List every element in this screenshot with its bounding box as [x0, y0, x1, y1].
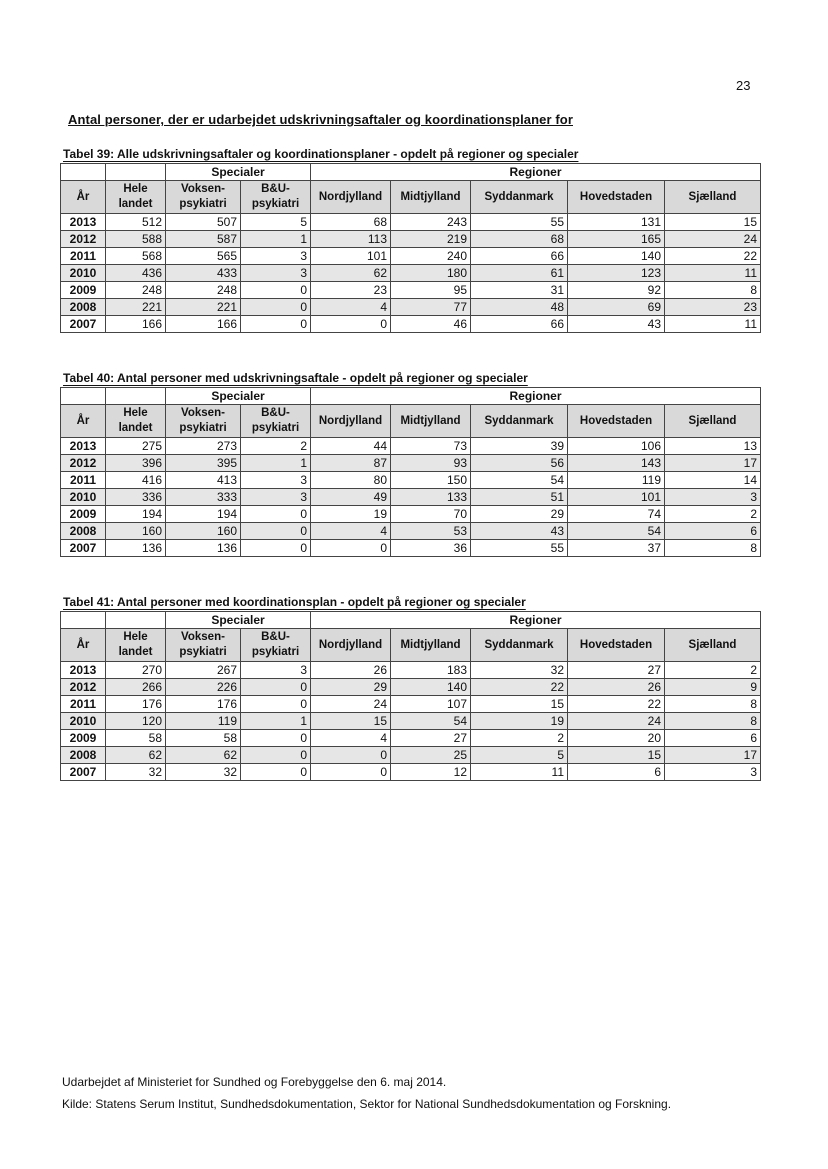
column-header-row — [61, 629, 761, 662]
column-header: Hele landet — [106, 405, 166, 438]
value-cell: 160 — [106, 523, 166, 540]
value-cell: 588 — [106, 231, 166, 248]
group-header-specialer: Specialer — [166, 164, 311, 181]
value-cell: 221 — [166, 299, 241, 316]
table-row — [61, 679, 761, 696]
value-cell: 131 — [568, 214, 665, 231]
value-cell: 436 — [106, 265, 166, 282]
value-cell: 25 — [391, 747, 471, 764]
value-cell: 36 — [391, 540, 471, 557]
empty-header-cell — [106, 388, 166, 405]
value-cell: 166 — [106, 316, 166, 333]
value-cell: 56 — [471, 455, 568, 472]
value-cell: 136 — [106, 540, 166, 557]
year-cell: 2009 — [61, 730, 106, 747]
value-cell: 4 — [311, 299, 391, 316]
table-row — [61, 662, 761, 679]
value-cell: 123 — [568, 265, 665, 282]
data-table — [60, 163, 761, 333]
value-cell: 120 — [106, 713, 166, 730]
value-cell: 15 — [311, 713, 391, 730]
column-header: Midtjylland — [391, 405, 471, 438]
value-cell: 14 — [665, 472, 761, 489]
value-cell: 3 — [241, 472, 311, 489]
value-cell: 77 — [391, 299, 471, 316]
value-cell: 43 — [471, 523, 568, 540]
value-cell: 194 — [166, 506, 241, 523]
value-cell: 266 — [106, 679, 166, 696]
empty-header-cell — [106, 612, 166, 629]
value-cell: 17 — [665, 747, 761, 764]
value-cell: 32 — [166, 764, 241, 781]
value-cell: 180 — [391, 265, 471, 282]
value-cell: 43 — [568, 316, 665, 333]
value-cell: 73 — [391, 438, 471, 455]
value-cell: 512 — [106, 214, 166, 231]
value-cell: 396 — [106, 455, 166, 472]
table-row — [61, 713, 761, 730]
value-cell: 8 — [665, 540, 761, 557]
value-cell: 3 — [241, 248, 311, 265]
value-cell: 248 — [166, 282, 241, 299]
value-cell: 416 — [106, 472, 166, 489]
table-row — [61, 747, 761, 764]
value-cell: 55 — [471, 540, 568, 557]
table-row — [61, 438, 761, 455]
column-header: Hele landet — [106, 181, 166, 214]
value-cell: 70 — [391, 506, 471, 523]
value-cell: 11 — [471, 764, 568, 781]
value-cell: 395 — [166, 455, 241, 472]
value-cell: 6 — [568, 764, 665, 781]
value-cell: 101 — [568, 489, 665, 506]
value-cell: 22 — [471, 679, 568, 696]
column-header: Syddanmark — [471, 629, 568, 662]
value-cell: 113 — [311, 231, 391, 248]
value-cell: 26 — [311, 662, 391, 679]
column-header: Voksen-psykiatri — [166, 181, 241, 214]
value-cell: 0 — [241, 282, 311, 299]
value-cell: 0 — [241, 523, 311, 540]
value-cell: 587 — [166, 231, 241, 248]
value-cell: 46 — [391, 316, 471, 333]
year-cell: 2013 — [61, 438, 106, 455]
group-header-specialer: Specialer — [166, 388, 311, 405]
table-row — [61, 506, 761, 523]
value-cell: 13 — [665, 438, 761, 455]
value-cell: 3 — [241, 662, 311, 679]
table-caption: Tabel 39: Alle udskrivningsaftaler og koordinationsplaner - opdelt på regioner og specialer — [63, 147, 579, 161]
column-header: Voksen-psykiatri — [166, 629, 241, 662]
column-header: År — [61, 629, 106, 662]
value-cell: 2 — [241, 438, 311, 455]
year-cell: 2013 — [61, 214, 106, 231]
year-cell: 2009 — [61, 506, 106, 523]
table-row — [61, 231, 761, 248]
year-cell: 2007 — [61, 764, 106, 781]
value-cell: 19 — [311, 506, 391, 523]
value-cell: 8 — [665, 713, 761, 730]
value-cell: 0 — [241, 506, 311, 523]
value-cell: 568 — [106, 248, 166, 265]
value-cell: 106 — [568, 438, 665, 455]
column-header: Midtjylland — [391, 181, 471, 214]
value-cell: 0 — [311, 747, 391, 764]
value-cell: 26 — [568, 679, 665, 696]
value-cell: 507 — [166, 214, 241, 231]
value-cell: 5 — [471, 747, 568, 764]
value-cell: 15 — [568, 747, 665, 764]
value-cell: 2 — [665, 506, 761, 523]
value-cell: 53 — [391, 523, 471, 540]
value-cell: 48 — [471, 299, 568, 316]
column-header: Hovedstaden — [568, 405, 665, 438]
value-cell: 24 — [568, 713, 665, 730]
table-row — [61, 265, 761, 282]
value-cell: 58 — [166, 730, 241, 747]
value-cell: 95 — [391, 282, 471, 299]
data-table — [60, 387, 761, 557]
year-cell: 2011 — [61, 248, 106, 265]
year-cell: 2011 — [61, 472, 106, 489]
value-cell: 119 — [568, 472, 665, 489]
value-cell: 4 — [311, 730, 391, 747]
value-cell: 69 — [568, 299, 665, 316]
value-cell: 1 — [241, 231, 311, 248]
column-header: Nordjylland — [311, 629, 391, 662]
column-header: Hele landet — [106, 629, 166, 662]
value-cell: 119 — [166, 713, 241, 730]
column-header: Syddanmark — [471, 405, 568, 438]
value-cell: 0 — [241, 764, 311, 781]
value-cell: 140 — [568, 248, 665, 265]
group-header-row — [61, 388, 761, 405]
table-row — [61, 523, 761, 540]
table-row — [61, 540, 761, 557]
value-cell: 31 — [471, 282, 568, 299]
table-row — [61, 696, 761, 713]
table-row — [61, 489, 761, 506]
value-cell: 22 — [568, 696, 665, 713]
table-row — [61, 282, 761, 299]
value-cell: 19 — [471, 713, 568, 730]
value-cell: 6 — [665, 523, 761, 540]
value-cell: 248 — [106, 282, 166, 299]
column-header: År — [61, 405, 106, 438]
footer-source: Kilde: Statens Serum Institut, Sundhedsdokumentation, Sektor for National Sundhedsdokumentation og Forskning. — [62, 1097, 672, 1111]
value-cell: 87 — [311, 455, 391, 472]
column-header: B&U-psykiatri — [241, 405, 311, 438]
year-cell: 2008 — [61, 299, 106, 316]
value-cell: 183 — [391, 662, 471, 679]
value-cell: 15 — [665, 214, 761, 231]
value-cell: 0 — [241, 747, 311, 764]
value-cell: 194 — [106, 506, 166, 523]
table-row — [61, 764, 761, 781]
year-cell: 2008 — [61, 523, 106, 540]
value-cell: 336 — [106, 489, 166, 506]
value-cell: 20 — [568, 730, 665, 747]
value-cell: 27 — [391, 730, 471, 747]
column-header-row — [61, 181, 761, 214]
value-cell: 413 — [166, 472, 241, 489]
value-cell: 9 — [665, 679, 761, 696]
value-cell: 0 — [241, 299, 311, 316]
value-cell: 11 — [665, 265, 761, 282]
page-number: 23 — [736, 78, 751, 93]
table-caption: Tabel 41: Antal personer med koordinationsplan - opdelt på regioner og specialer — [63, 595, 526, 609]
column-header: Sjælland — [665, 629, 761, 662]
value-cell: 565 — [166, 248, 241, 265]
value-cell: 54 — [391, 713, 471, 730]
value-cell: 270 — [106, 662, 166, 679]
table-row — [61, 472, 761, 489]
data-table — [60, 611, 761, 781]
value-cell: 32 — [471, 662, 568, 679]
value-cell: 0 — [311, 540, 391, 557]
year-cell: 2009 — [61, 282, 106, 299]
value-cell: 433 — [166, 265, 241, 282]
year-cell: 2010 — [61, 265, 106, 282]
value-cell: 136 — [166, 540, 241, 557]
value-cell: 0 — [241, 679, 311, 696]
empty-header-cell — [106, 164, 166, 181]
value-cell: 55 — [471, 214, 568, 231]
year-cell: 2012 — [61, 679, 106, 696]
value-cell: 0 — [241, 540, 311, 557]
footer-prepared-by: Udarbejdet af Ministeriet for Sundhed og Forebyggelse den 6. maj 2014. — [62, 1075, 447, 1089]
value-cell: 240 — [391, 248, 471, 265]
value-cell: 0 — [241, 696, 311, 713]
value-cell: 133 — [391, 489, 471, 506]
value-cell: 80 — [311, 472, 391, 489]
value-cell: 2 — [471, 730, 568, 747]
value-cell: 29 — [311, 679, 391, 696]
value-cell: 51 — [471, 489, 568, 506]
column-header: Hovedstaden — [568, 629, 665, 662]
value-cell: 37 — [568, 540, 665, 557]
value-cell: 23 — [311, 282, 391, 299]
section-heading: Antal personer, der er udarbejdet udskrivningsaftaler og koordinationsplaner for — [68, 112, 573, 127]
value-cell: 27 — [568, 662, 665, 679]
value-cell: 92 — [568, 282, 665, 299]
year-cell: 2007 — [61, 316, 106, 333]
value-cell: 17 — [665, 455, 761, 472]
column-header: Sjælland — [665, 181, 761, 214]
group-header-regioner: Regioner — [311, 164, 761, 181]
value-cell: 62 — [166, 747, 241, 764]
year-cell: 2012 — [61, 455, 106, 472]
value-cell: 3 — [665, 764, 761, 781]
value-cell: 54 — [568, 523, 665, 540]
value-cell: 54 — [471, 472, 568, 489]
column-header: År — [61, 181, 106, 214]
column-header: Midtjylland — [391, 629, 471, 662]
value-cell: 3 — [241, 489, 311, 506]
value-cell: 176 — [106, 696, 166, 713]
group-header-regioner: Regioner — [311, 612, 761, 629]
year-cell: 2007 — [61, 540, 106, 557]
value-cell: 1 — [241, 455, 311, 472]
value-cell: 0 — [241, 730, 311, 747]
empty-header-cell — [61, 164, 106, 181]
value-cell: 62 — [106, 747, 166, 764]
table-row — [61, 316, 761, 333]
value-cell: 15 — [471, 696, 568, 713]
value-cell: 8 — [665, 696, 761, 713]
value-cell: 243 — [391, 214, 471, 231]
column-header: B&U-psykiatri — [241, 181, 311, 214]
value-cell: 6 — [665, 730, 761, 747]
value-cell: 3 — [241, 265, 311, 282]
value-cell: 66 — [471, 248, 568, 265]
value-cell: 49 — [311, 489, 391, 506]
column-header-row — [61, 405, 761, 438]
value-cell: 11 — [665, 316, 761, 333]
value-cell: 58 — [106, 730, 166, 747]
value-cell: 24 — [665, 231, 761, 248]
group-header-row — [61, 612, 761, 629]
value-cell: 2 — [665, 662, 761, 679]
table-39-block — [60, 147, 761, 333]
table-40-block — [60, 371, 761, 557]
empty-header-cell — [61, 388, 106, 405]
value-cell: 333 — [166, 489, 241, 506]
value-cell: 66 — [471, 316, 568, 333]
value-cell: 165 — [568, 231, 665, 248]
column-header: Syddanmark — [471, 181, 568, 214]
value-cell: 62 — [311, 265, 391, 282]
value-cell: 93 — [391, 455, 471, 472]
value-cell: 32 — [106, 764, 166, 781]
group-header-specialer: Specialer — [166, 612, 311, 629]
value-cell: 140 — [391, 679, 471, 696]
table-row — [61, 299, 761, 316]
value-cell: 68 — [471, 231, 568, 248]
value-cell: 226 — [166, 679, 241, 696]
column-header: Voksen-psykiatri — [166, 405, 241, 438]
value-cell: 24 — [311, 696, 391, 713]
value-cell: 4 — [311, 523, 391, 540]
year-cell: 2012 — [61, 231, 106, 248]
value-cell: 0 — [311, 316, 391, 333]
year-cell: 2011 — [61, 696, 106, 713]
value-cell: 107 — [391, 696, 471, 713]
value-cell: 3 — [665, 489, 761, 506]
empty-header-cell — [61, 612, 106, 629]
table-caption: Tabel 40: Antal personer med udskrivningsaftale - opdelt på regioner og specialer — [63, 371, 528, 385]
value-cell: 176 — [166, 696, 241, 713]
year-cell: 2013 — [61, 662, 106, 679]
year-cell: 2010 — [61, 489, 106, 506]
column-header: Sjælland — [665, 405, 761, 438]
value-cell: 29 — [471, 506, 568, 523]
value-cell: 0 — [241, 316, 311, 333]
column-header: Nordjylland — [311, 405, 391, 438]
value-cell: 44 — [311, 438, 391, 455]
value-cell: 273 — [166, 438, 241, 455]
table-row — [61, 248, 761, 265]
column-header: Nordjylland — [311, 181, 391, 214]
value-cell: 275 — [106, 438, 166, 455]
value-cell: 74 — [568, 506, 665, 523]
value-cell: 143 — [568, 455, 665, 472]
value-cell: 166 — [166, 316, 241, 333]
table-row — [61, 214, 761, 231]
value-cell: 68 — [311, 214, 391, 231]
table-row — [61, 455, 761, 472]
year-cell: 2008 — [61, 747, 106, 764]
value-cell: 23 — [665, 299, 761, 316]
group-header-row — [61, 164, 761, 181]
value-cell: 0 — [311, 764, 391, 781]
value-cell: 22 — [665, 248, 761, 265]
value-cell: 219 — [391, 231, 471, 248]
value-cell: 61 — [471, 265, 568, 282]
value-cell: 221 — [106, 299, 166, 316]
value-cell: 8 — [665, 282, 761, 299]
value-cell: 5 — [241, 214, 311, 231]
table-row — [61, 730, 761, 747]
table-41-block — [60, 595, 761, 781]
column-header: B&U-psykiatri — [241, 629, 311, 662]
value-cell: 39 — [471, 438, 568, 455]
value-cell: 101 — [311, 248, 391, 265]
group-header-regioner: Regioner — [311, 388, 761, 405]
value-cell: 267 — [166, 662, 241, 679]
value-cell: 12 — [391, 764, 471, 781]
value-cell: 160 — [166, 523, 241, 540]
year-cell: 2010 — [61, 713, 106, 730]
column-header: Hovedstaden — [568, 181, 665, 214]
value-cell: 150 — [391, 472, 471, 489]
value-cell: 1 — [241, 713, 311, 730]
